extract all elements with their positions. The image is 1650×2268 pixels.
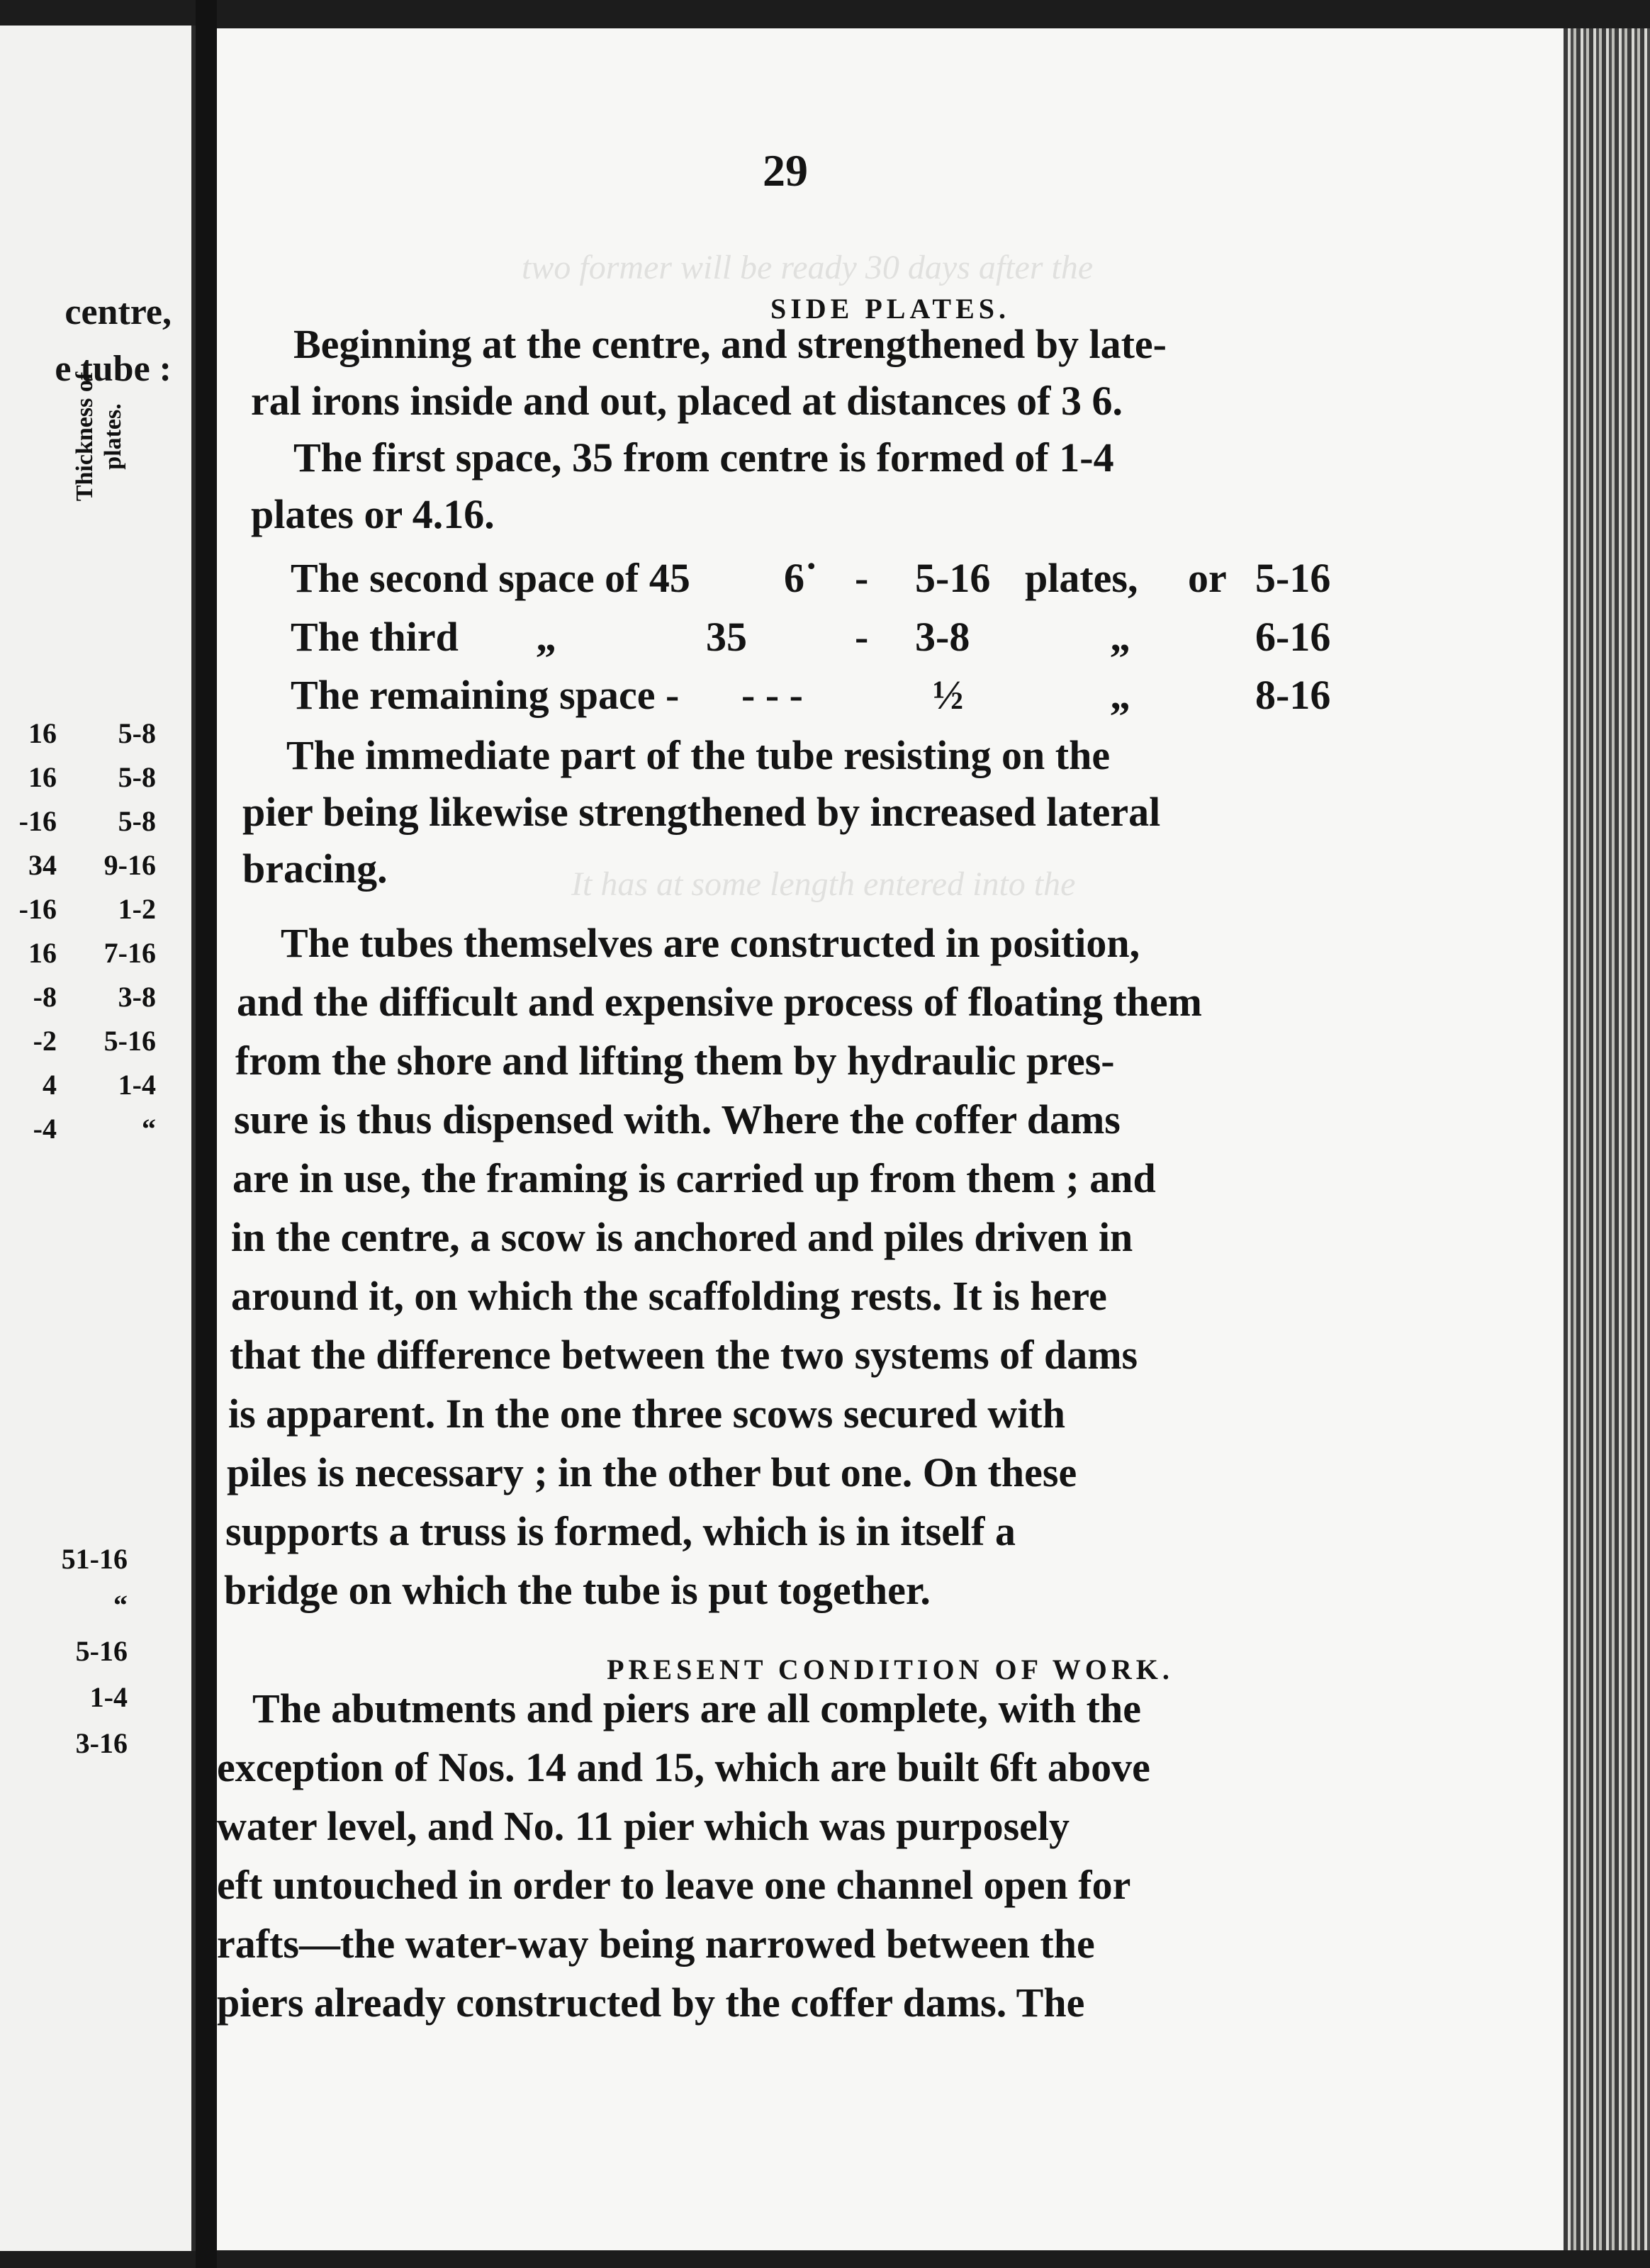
text-line: are in use, the framing is carried up from them ; and xyxy=(232,1155,1156,1201)
space-value: 8-16 xyxy=(1255,672,1331,718)
facing-lower-value: 51-16 xyxy=(61,1543,128,1575)
heading-side-plates: SIDE PLATES. xyxy=(770,293,1010,325)
space-label: The third xyxy=(291,614,459,660)
text-line: sure is thus dispensed with. Where the coffer dams xyxy=(234,1096,1121,1143)
text-line: from the shore and lifting them by hydraulic pres- xyxy=(235,1038,1115,1084)
facing-page xyxy=(0,26,196,2251)
facing-lower-value: “ xyxy=(113,1589,128,1621)
text-line: piles is necessary ; in the other but one. On these xyxy=(227,1449,1077,1495)
heading-present-condition: PRESENT CONDITION OF WORK. xyxy=(607,1654,1174,1685)
facing-value-b: 5-8 xyxy=(118,761,156,793)
space-measure: 6˙ xyxy=(784,555,819,601)
space-dash: - xyxy=(855,555,869,601)
facing-page-fragment: centre, xyxy=(64,292,172,332)
facing-value-a: -2 xyxy=(33,1025,57,1057)
text-line: water level, and No. 11 pier which was purposely xyxy=(217,1803,1070,1849)
text-line: in the centre, a scow is anchored and piles driven in xyxy=(231,1214,1133,1260)
facing-value-a: 16 xyxy=(28,937,57,969)
space-fraction: 5-16 xyxy=(915,555,991,601)
facing-value-b: “ xyxy=(142,1113,156,1145)
space-ditto-number: 35 xyxy=(706,614,747,660)
text-line: The immediate part of the tube resisting on the xyxy=(286,732,1111,778)
facing-value-b: 9-16 xyxy=(103,849,156,881)
text-line: rafts—the water-way being narrowed between the xyxy=(217,1921,1095,1967)
space-label: The second space of 45 xyxy=(291,555,690,601)
space-unit: „ xyxy=(1110,614,1130,660)
facing-value-a: -16 xyxy=(18,893,57,925)
facing-value-a: -8 xyxy=(33,981,57,1013)
space-unit: plates, xyxy=(1025,555,1138,601)
facing-value-a: 16 xyxy=(28,717,57,749)
text-line: ral irons inside and out, placed at distances of 3 6. xyxy=(251,378,1123,424)
text-line: The first space, 35 from centre is formed of 1-4 xyxy=(293,434,1114,481)
text-line: Beginning at the centre, and strengthened by late- xyxy=(293,321,1167,367)
text-line: piers already constructed by the coffer dams. The xyxy=(217,1980,1085,2026)
text-line: bridge on which the tube is put together. xyxy=(224,1567,931,1613)
text-line: The abutments and piers are all complete, with the xyxy=(252,1685,1141,1731)
book-page: two former will be ready 30 days after the It has at some length entered into the 29 SIDE PLATES. Beginning at the centre, and strengthened by late- ral irons inside and out, placed at distances of 3 6. The first space, 35 from centre is formed of 1-4 plates or 4.16. The second space of 45 6˙ - 5-16 plates, or 5-16 The third „ 35 - 3-8 „ 6-16 The remaining space - - - - ½ „ 8-16 The immediate part of the tube resisting on the pier being likewise strengthened by increased lateral bracing. The tubes themselves are constructed in position, and the difficult and expensive process of floating them from the shore and lifting them by hydraulic pres- sure is thus dispensed with. Where the coffer dams are in use, the framing is carried up from them ; and in the centre, a scow is anchored and piles driven in around it, on which the scaffolding rests. It is here that the difference between the two systems of dams is apparent. In the one three scows secured with piles is necessary ; in the other but one. On these supports a truss is formed, which is in itself a bridge on which the tube is put together. PRESENT CONDITION OF WORK. The abutments and piers are all complete, with the exception of Nos. 14 and 15, which are built 6ft above water level, and No. 11 pier which was purposely eft untouched in order to leave one channel open for rafts—the water-way being narrowed between the piers already constructed by the coffer dams. The xyxy=(217,28,1564,2250)
page-number: 29 xyxy=(763,145,808,196)
text-line: around it, on which the scaffolding rests. It is here xyxy=(231,1273,1107,1319)
facing-value-b: 5-8 xyxy=(118,717,156,749)
text-line: and the difficult and expensive process of floating them xyxy=(237,979,1202,1025)
page-edges xyxy=(1564,28,1650,2250)
text-line: supports a truss is formed, which is in itself a xyxy=(225,1508,1016,1554)
text-line: plates or 4.16. xyxy=(251,491,495,537)
facing-value-b: 5-8 xyxy=(118,805,156,837)
space-label: The remaining space - xyxy=(291,672,680,718)
space-or: or xyxy=(1188,555,1227,601)
space-fraction: 3-8 xyxy=(915,614,970,660)
text-line: exception of Nos. 14 and 15, which are built 6ft above xyxy=(217,1744,1150,1790)
facing-lower-value: 5-16 xyxy=(75,1635,128,1667)
space-dash: - xyxy=(855,614,869,660)
facing-lower-value: 1-4 xyxy=(89,1681,128,1713)
facing-value-a: 34 xyxy=(28,849,57,881)
text-line: pier being likewise strengthened by increased lateral xyxy=(242,789,1161,835)
space-value: 6-16 xyxy=(1255,614,1331,660)
facing-value-a: -4 xyxy=(33,1113,57,1145)
facing-value-a: 16 xyxy=(28,761,57,793)
text-line: eft untouched in order to leave one channel open for xyxy=(217,1862,1131,1908)
facing-value-b: 1-4 xyxy=(118,1069,156,1101)
space-fraction: ½ xyxy=(933,672,964,718)
space-measure: „ xyxy=(536,614,556,660)
facing-value-a: -16 xyxy=(18,805,57,837)
facing-value-b: 3-8 xyxy=(118,981,156,1013)
text-line: bracing. xyxy=(242,846,388,892)
facing-lower-value: 3-16 xyxy=(75,1727,128,1759)
facing-value-b: 5-16 xyxy=(103,1025,156,1057)
space-measure: - - - xyxy=(741,672,803,718)
text-line: that the difference between the two systems of dams xyxy=(230,1332,1138,1378)
thickness-column-header: Thickness of plates. xyxy=(72,371,126,502)
text-line: is apparent. In the one three scows secured with xyxy=(228,1391,1065,1437)
facing-value-b: 7-16 xyxy=(103,937,156,969)
text-line: The tubes themselves are constructed in position, xyxy=(281,920,1140,966)
facing-value-a: 4 xyxy=(43,1069,57,1101)
space-unit: „ xyxy=(1110,672,1130,718)
space-value: 5-16 xyxy=(1255,555,1331,601)
facing-value-b: 1-2 xyxy=(118,893,156,925)
facing-page-fragment: e tube : xyxy=(55,349,172,389)
book-gutter xyxy=(196,0,217,2268)
